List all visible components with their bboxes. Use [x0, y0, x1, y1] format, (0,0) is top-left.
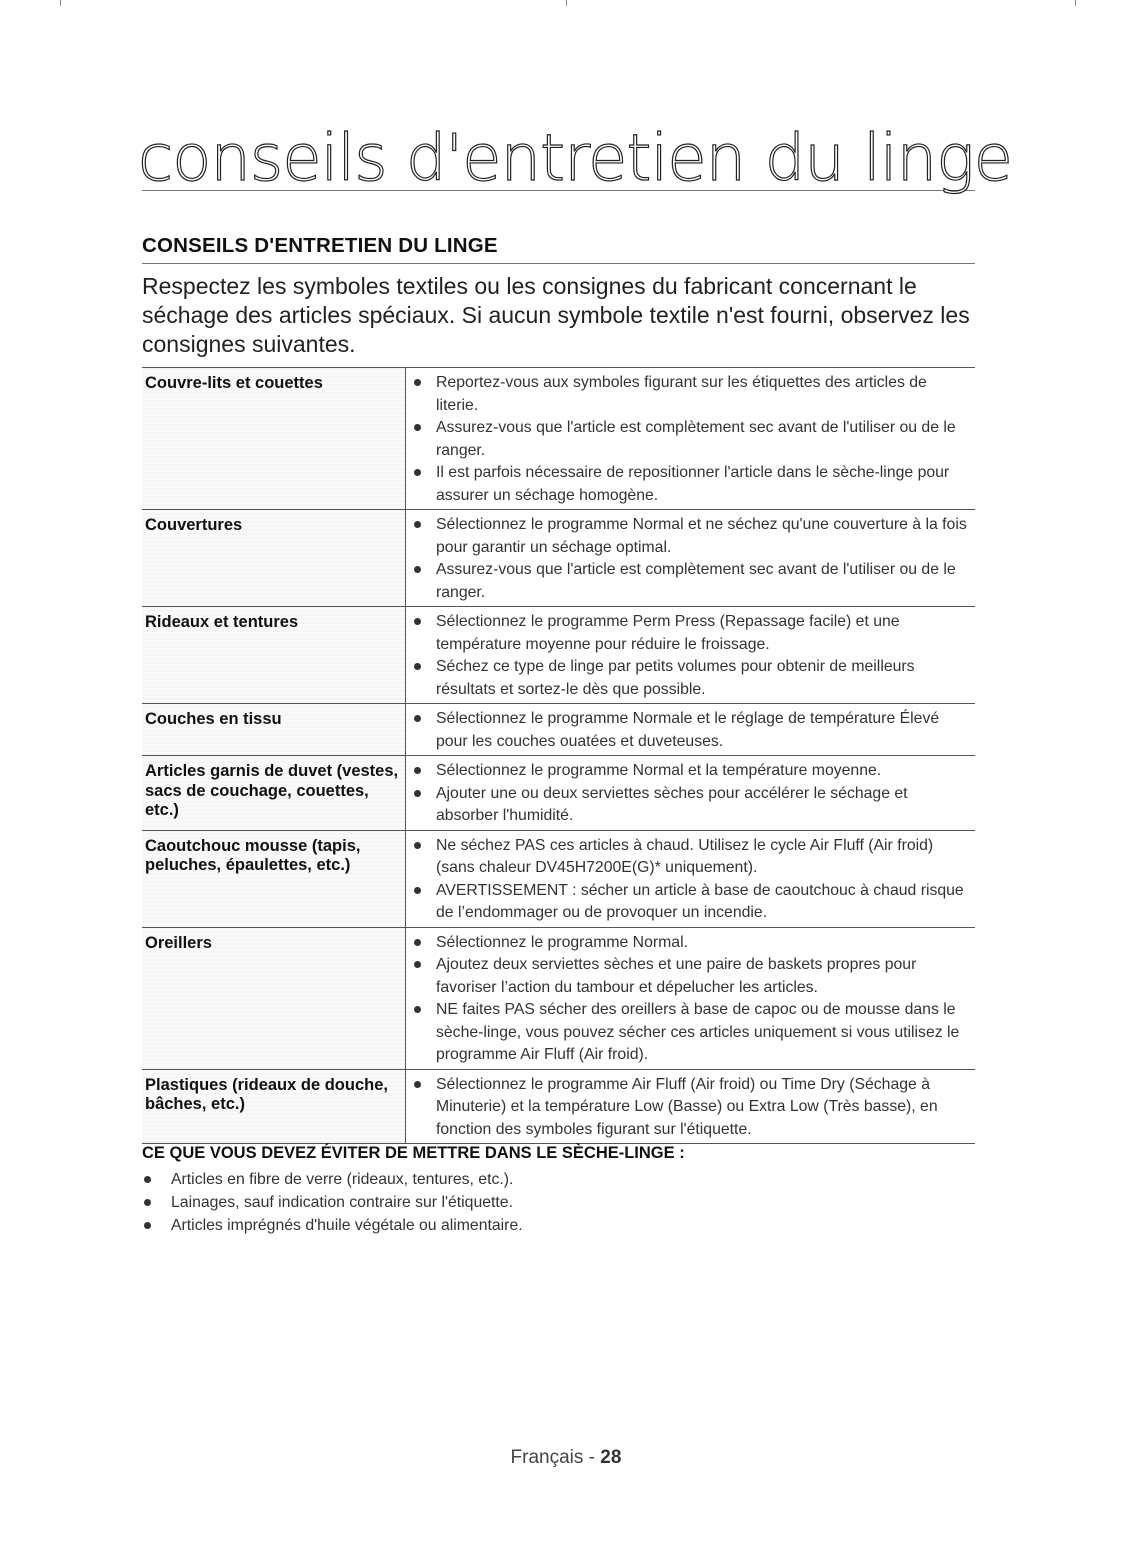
tip-text: Ajouter une ou deux serviettes sèches pour accélérer le séchage et absorber l'humidité. — [436, 784, 908, 824]
tip-item — [412, 417, 971, 462]
tip-item — [412, 835, 971, 880]
avoid-item-text: Articles imprégnés d'huile végétale ou alimentaire. — [171, 1217, 523, 1234]
article-tips — [406, 510, 976, 607]
tip-item — [412, 708, 971, 753]
bullet-icon — [414, 469, 421, 476]
tips-list — [412, 932, 971, 1067]
bullet-icon — [414, 521, 421, 528]
tips-list — [412, 708, 971, 753]
article-tips — [406, 830, 976, 927]
tip-item — [412, 462, 971, 507]
care-table-row — [142, 756, 975, 831]
tip-text: Ajoutez deux serviettes sèches et une paire de baskets propres pour favoriser l’action du tambour et dépelucher les articles. — [436, 956, 917, 996]
tips-list — [412, 835, 971, 925]
bullet-icon — [414, 790, 421, 797]
article-type: Couches en tissu — [142, 704, 406, 756]
care-table-row — [142, 368, 975, 510]
tip-text: Sélectionnez le programme Normale et le réglage de température Élevé pour les couches ouatées et duveteuses. — [436, 710, 940, 750]
bullet-icon — [414, 618, 421, 625]
crop-mark — [1075, 0, 1076, 6]
avoid-item-text: Articles en fibre de verre (rideaux, tentures, etc.). — [171, 1171, 514, 1188]
tip-item — [412, 611, 971, 656]
tip-text: Reportez-vous aux symboles figurant sur les étiquettes des articles de literie. — [436, 374, 927, 414]
tip-text: Sélectionnez le programme Normal et ne séchez qu'une couverture à la fois pour garantir un séchage optimal. — [436, 516, 967, 556]
tip-item — [412, 999, 971, 1067]
article-type: Oreillers — [142, 927, 406, 1069]
tip-text: Sélectionnez le programme Air Fluff (Air froid) ou Time Dry (Séchage à Minuterie) et la température Low (Basse) ou Extra Low (Très basse), en fonction des symboles figurant sur l'étiquette. — [436, 1075, 938, 1138]
tip-item — [412, 656, 971, 701]
avoid-item — [142, 1214, 523, 1237]
tip-text: Sélectionnez le programme Perm Press (Repassage facile) et une température moyenne pour réduire le froissage. — [436, 613, 900, 653]
tip-item — [412, 783, 971, 828]
care-table — [142, 367, 975, 1144]
tips-list — [412, 1074, 971, 1142]
bullet-icon — [414, 715, 421, 722]
care-table-row — [142, 1069, 975, 1144]
tip-item — [412, 880, 971, 925]
tip-text: Sélectionnez le programme Normal. — [436, 933, 688, 951]
article-type: Caoutchouc mousse (tapis, peluches, épaulettes, etc.) — [142, 830, 406, 927]
tip-text: Séchez ce type de linge par petits volumes pour obtenir de meilleurs résultats et sortez-le dès que possible. — [436, 658, 915, 698]
bullet-icon — [414, 887, 421, 894]
tip-text: Assurez-vous que l'article est complètement sec avant de l'utiliser ou de le ranger. — [436, 561, 956, 601]
crop-mark — [60, 0, 61, 6]
tip-item — [412, 954, 971, 999]
tip-text: Il est parfois nécessaire de repositionner l'article dans le sèche-linge pour assurer un séchage homogène. — [436, 464, 950, 504]
bullet-icon — [144, 1176, 151, 1183]
tips-list — [412, 372, 971, 507]
bullet-icon — [144, 1222, 151, 1229]
care-table-body — [142, 368, 975, 1144]
avoid-item — [142, 1168, 523, 1191]
page-title: conseils d'entretien du linge — [138, 122, 1012, 196]
care-table-row — [142, 830, 975, 927]
tip-item — [412, 372, 971, 417]
article-type: Couvertures — [142, 510, 406, 607]
article-type: Couvre-lits et couettes — [142, 368, 406, 510]
avoid-list — [142, 1168, 523, 1237]
bullet-icon — [414, 1006, 421, 1013]
tip-item — [412, 1074, 971, 1142]
page-title-block — [138, 122, 1012, 196]
bullet-icon — [414, 939, 421, 946]
bullet-icon — [414, 961, 421, 968]
article-tips — [406, 927, 976, 1069]
article-type: Plastiques (rideaux de douche, bâches, etc.) — [142, 1069, 406, 1144]
bullet-icon — [414, 566, 421, 573]
tip-item — [412, 760, 971, 783]
bullet-icon — [414, 379, 421, 386]
article-tips — [406, 704, 976, 756]
tip-text: Assurez-vous que l'article est complètement sec avant de l'utiliser ou de le ranger. — [436, 419, 956, 459]
tip-item — [412, 932, 971, 955]
article-tips — [406, 756, 976, 831]
bullet-icon — [414, 424, 421, 431]
care-table-row — [142, 704, 975, 756]
page-number: 28 — [600, 1447, 622, 1468]
intro-paragraph: Respectez les symboles textiles ou les consignes du fabricant concernant le séchage des articles spéciaux. Si aucun symbole textile n'est fourni, observez les consignes suivantes. — [142, 273, 970, 357]
article-type: Articles garnis de duvet (vestes, sacs de couchage, couettes, etc.) — [142, 756, 406, 831]
avoid-item — [142, 1191, 523, 1214]
tip-text: AVERTISSEMENT : sécher un article à base de caoutchouc à chaud risque de l’endommager ou de provoquer un incendie. — [436, 881, 964, 921]
care-table-row — [142, 607, 975, 704]
tips-list — [412, 611, 971, 701]
tip-text: Ne séchez PAS ces articles à chaud. Utilisez le cycle Air Fluff (Air froid) (sans chaleur DV45H7200E(G)* uniquement). — [436, 836, 934, 876]
tips-list — [412, 514, 971, 604]
article-tips — [406, 607, 976, 704]
bullet-icon — [414, 842, 421, 849]
page-footer — [0, 1447, 1132, 1469]
bullet-icon — [414, 767, 421, 774]
tip-item — [412, 559, 971, 604]
tip-text: Sélectionnez le programme Normal et la température moyenne. — [436, 762, 882, 779]
article-type: Rideaux et tentures — [142, 607, 406, 704]
care-table-row — [142, 927, 975, 1069]
bullet-icon — [414, 663, 421, 670]
tips-list — [412, 760, 971, 828]
article-tips — [406, 368, 976, 510]
bullet-icon — [414, 1081, 421, 1088]
crop-mark — [566, 0, 567, 6]
avoid-item-text: Lainages, sauf indication contraire sur l'étiquette. — [171, 1194, 513, 1211]
tip-item — [412, 514, 971, 559]
article-tips — [406, 1069, 976, 1144]
bullet-icon — [144, 1199, 151, 1206]
section-heading: CONSEILS D'ENTRETIEN DU LINGE — [142, 234, 975, 264]
care-table-row — [142, 510, 975, 607]
avoid-heading: CE QUE VOUS DEVEZ ÉVITER DE METTRE DANS LE SÈCHE-LINGE : — [142, 1144, 685, 1162]
tip-text: NE faites PAS sécher des oreillers à base de capoc ou de mousse dans le sèche-linge, vous pouvez sécher ces articles uniquement si vous utilisez le programme Air Fluff (Air froid). — [436, 1001, 960, 1063]
footer-language: Français - — [510, 1447, 601, 1468]
